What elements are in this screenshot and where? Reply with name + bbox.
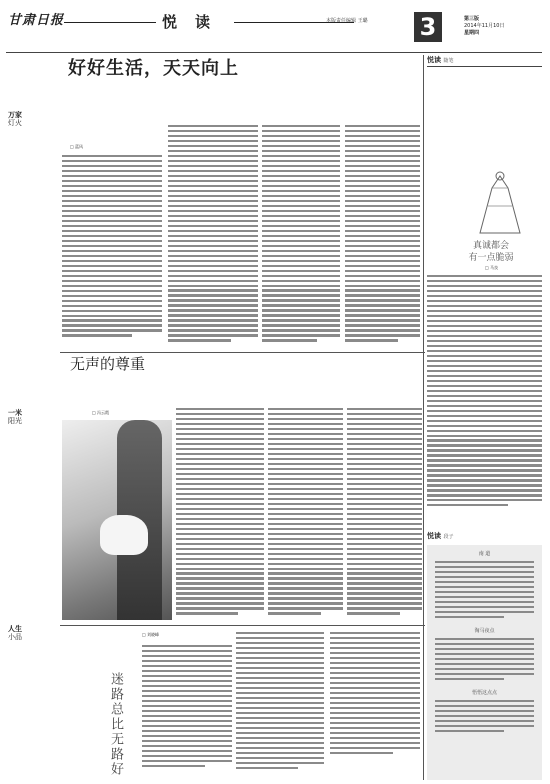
bottom-article-col2 (236, 632, 324, 772)
sketch-illustration (470, 168, 530, 238)
essay-title (456, 240, 526, 264)
mid-article-col3 (347, 408, 422, 617)
top-byline: □ 蓝风 (70, 144, 84, 149)
jokes-box-heading-2: 淘马夜点 (474, 627, 495, 634)
top-article-col2 (168, 125, 258, 344)
tab-essay-title: 悦读 (427, 55, 441, 64)
essay-title-line2: 有一点脆弱 (468, 253, 514, 263)
essay-title-line1: 真诚都会 (472, 241, 509, 251)
issue-date: 2014年11月10日 (464, 23, 505, 29)
mid-article-col2 (268, 408, 343, 617)
tab-jokes-title: 悦读 (427, 531, 441, 540)
tab-jokes-sub: 段子 (443, 534, 454, 540)
column-divider (423, 55, 424, 780)
tab-essay-sub: 随笔 (443, 58, 454, 64)
section-label-wanjia (8, 110, 22, 128)
article-divider (60, 625, 425, 626)
jokes-box-heading-3: 悟悟这点点 (471, 689, 497, 696)
tab-jokes (427, 532, 453, 541)
header-divider (6, 52, 542, 53)
issue-page: 第三版 (464, 16, 480, 22)
mid-headline: 无声的尊重 (70, 355, 146, 373)
section-label-rensheng (8, 624, 22, 642)
jokes-box-heading: 南 道 (478, 551, 491, 557)
issue-weekday: 星期四 (464, 30, 480, 36)
masthead (6, 10, 546, 50)
bottom-article-col3 (330, 632, 420, 757)
tab-essay (427, 56, 453, 65)
jokes-text-1 (427, 558, 542, 624)
jokes-box (427, 545, 542, 780)
issue-info (464, 16, 504, 37)
page-number: 3 (414, 12, 442, 42)
guide-dog-photo (62, 420, 172, 620)
top-headline: 好好生活，天天向上 (68, 58, 239, 79)
bottom-byline: □ 刘晓峰 (142, 632, 160, 637)
section-label-title: 一米 (8, 408, 22, 417)
essay-author: □ 马良 (485, 265, 499, 270)
section-label-sub: 阳光 (8, 417, 22, 425)
bottom-article-col1 (142, 645, 232, 770)
section-label-title: 人生 (8, 624, 22, 633)
section-title: 悦读 (156, 14, 234, 30)
top-article-col4 (345, 125, 420, 344)
section-label-yimi (8, 408, 22, 426)
bottom-vertical-title: 迷路总比无路好 (108, 672, 123, 777)
mid-byline: □ 冯云霞 (92, 410, 110, 415)
article-divider (60, 352, 425, 353)
newspaper-logo: 甘肃日报 (8, 13, 65, 28)
top-article-col1 (62, 155, 162, 339)
editor-credit: 本版责任编辑 王璐 (326, 18, 368, 24)
jokes-text-2 (427, 635, 542, 686)
top-article-col3 (262, 125, 340, 344)
section-label-title: 万家 (8, 110, 22, 119)
section-label-sub: 灯火 (8, 119, 22, 127)
section-label-sub: 小品 (8, 633, 22, 641)
jokes-text-3 (427, 697, 542, 738)
essay-text (427, 275, 542, 509)
mid-article-col1 (176, 408, 264, 617)
photo-dog (100, 515, 148, 555)
tab-rule (427, 66, 542, 67)
